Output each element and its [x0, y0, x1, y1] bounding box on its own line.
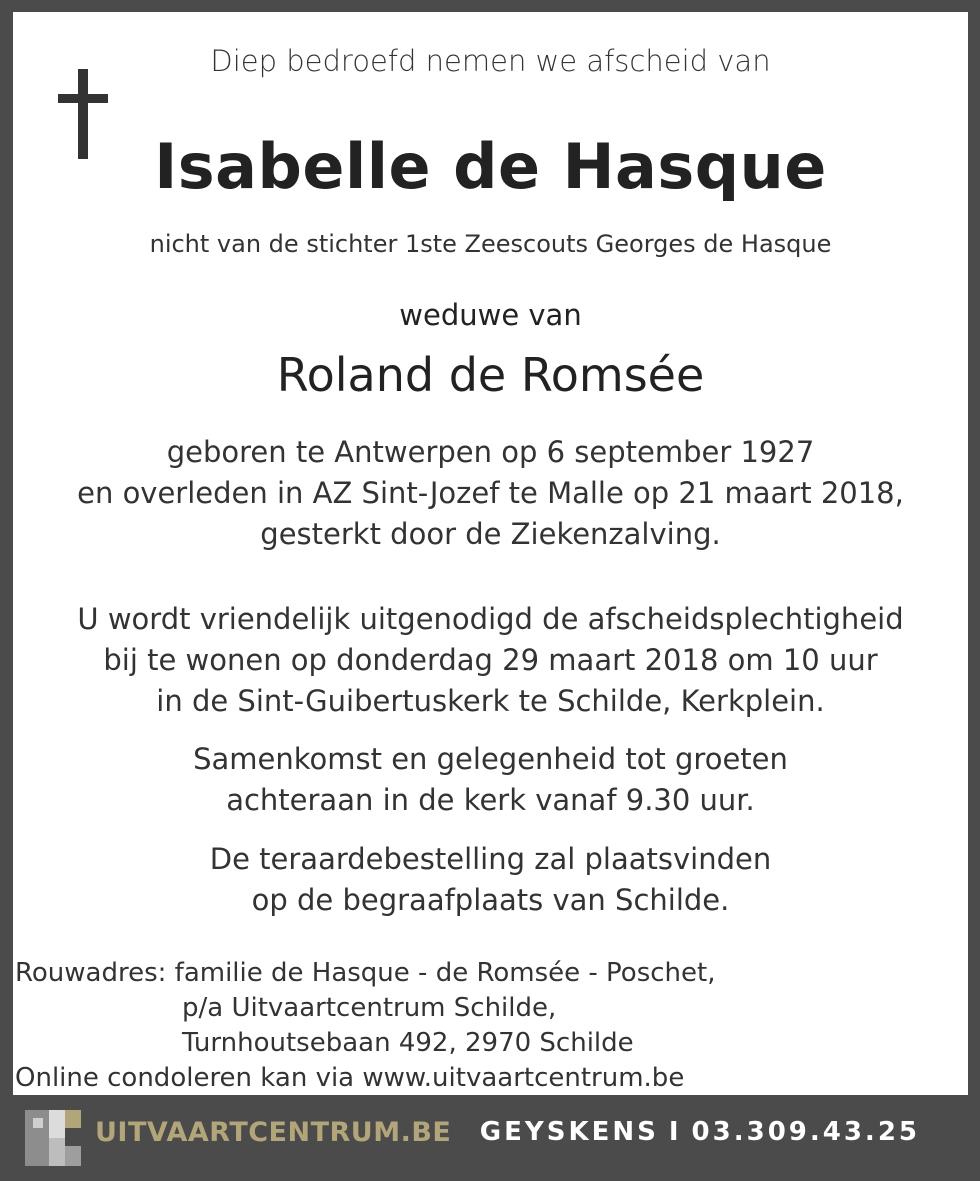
birth-line: geboren te Antwerpen op 6 september 1927	[166, 435, 815, 469]
address-line: p/a Uitvaartcentrum Schilde,	[182, 993, 557, 1023]
gathering-line: Samenkomst en gelegenheid tot groeten	[193, 742, 788, 776]
birth-death-block	[13, 432, 968, 555]
relation-text: nicht van de stichter 1ste Zeescouts Georges de Hasque	[149, 230, 832, 258]
ceremony-line: in de Sint-Guibertuskerk te Schilde, Kerkplein.	[156, 684, 825, 718]
intro-text: Diep bedroefd nemen we afscheid van	[210, 44, 771, 78]
address-line: Turnhoutsebaan 492, 2970 Schilde	[182, 1028, 634, 1058]
spouse-name: Roland de Romsée	[276, 348, 705, 402]
phone-number: 03.309.43.25	[691, 1117, 920, 1147]
ceremony-line: bij te wonen op donderdag 29 maart 2018 om 10 uur	[103, 643, 878, 677]
deceased-name: Isabelle de Hasque	[154, 130, 827, 203]
condolence-line: Online condoleren kan via www.uitvaartcentrum.be	[15, 1063, 685, 1093]
burial-block	[13, 839, 968, 921]
brand-name: UITVAARTCENTRUM.BE	[95, 1117, 452, 1148]
address-block	[15, 956, 715, 1096]
widow-label: weduwe van	[399, 298, 582, 332]
ceremony-block	[13, 599, 968, 722]
company-contact	[480, 1117, 920, 1147]
company-name: GEYSKENS	[479, 1117, 659, 1147]
separator: I	[668, 1117, 682, 1147]
death-notice	[13, 12, 968, 1095]
ceremony-line: U wordt vriendelijk uitgenodigd de afscheidsplechtigheid	[77, 602, 904, 636]
death-line: en overleden in AZ Sint-Jozef te Malle op 21 maart 2018,	[77, 476, 904, 510]
burial-line: op de begraafplaats van Schilde.	[251, 883, 730, 917]
gathering-line: achteraan in de kerk vanaf 9.30 uur.	[226, 783, 755, 817]
sacrament-line: gesterkt door de Ziekenzalving.	[260, 517, 721, 551]
gathering-block	[13, 739, 968, 821]
logo-squares-icon	[25, 1110, 81, 1166]
burial-line: De teraardebestelling zal plaatsvinden	[209, 842, 772, 876]
address-line: Rouwadres: familie de Hasque - de Romsée - Poschet,	[15, 958, 716, 988]
footer-banner	[13, 1095, 968, 1181]
